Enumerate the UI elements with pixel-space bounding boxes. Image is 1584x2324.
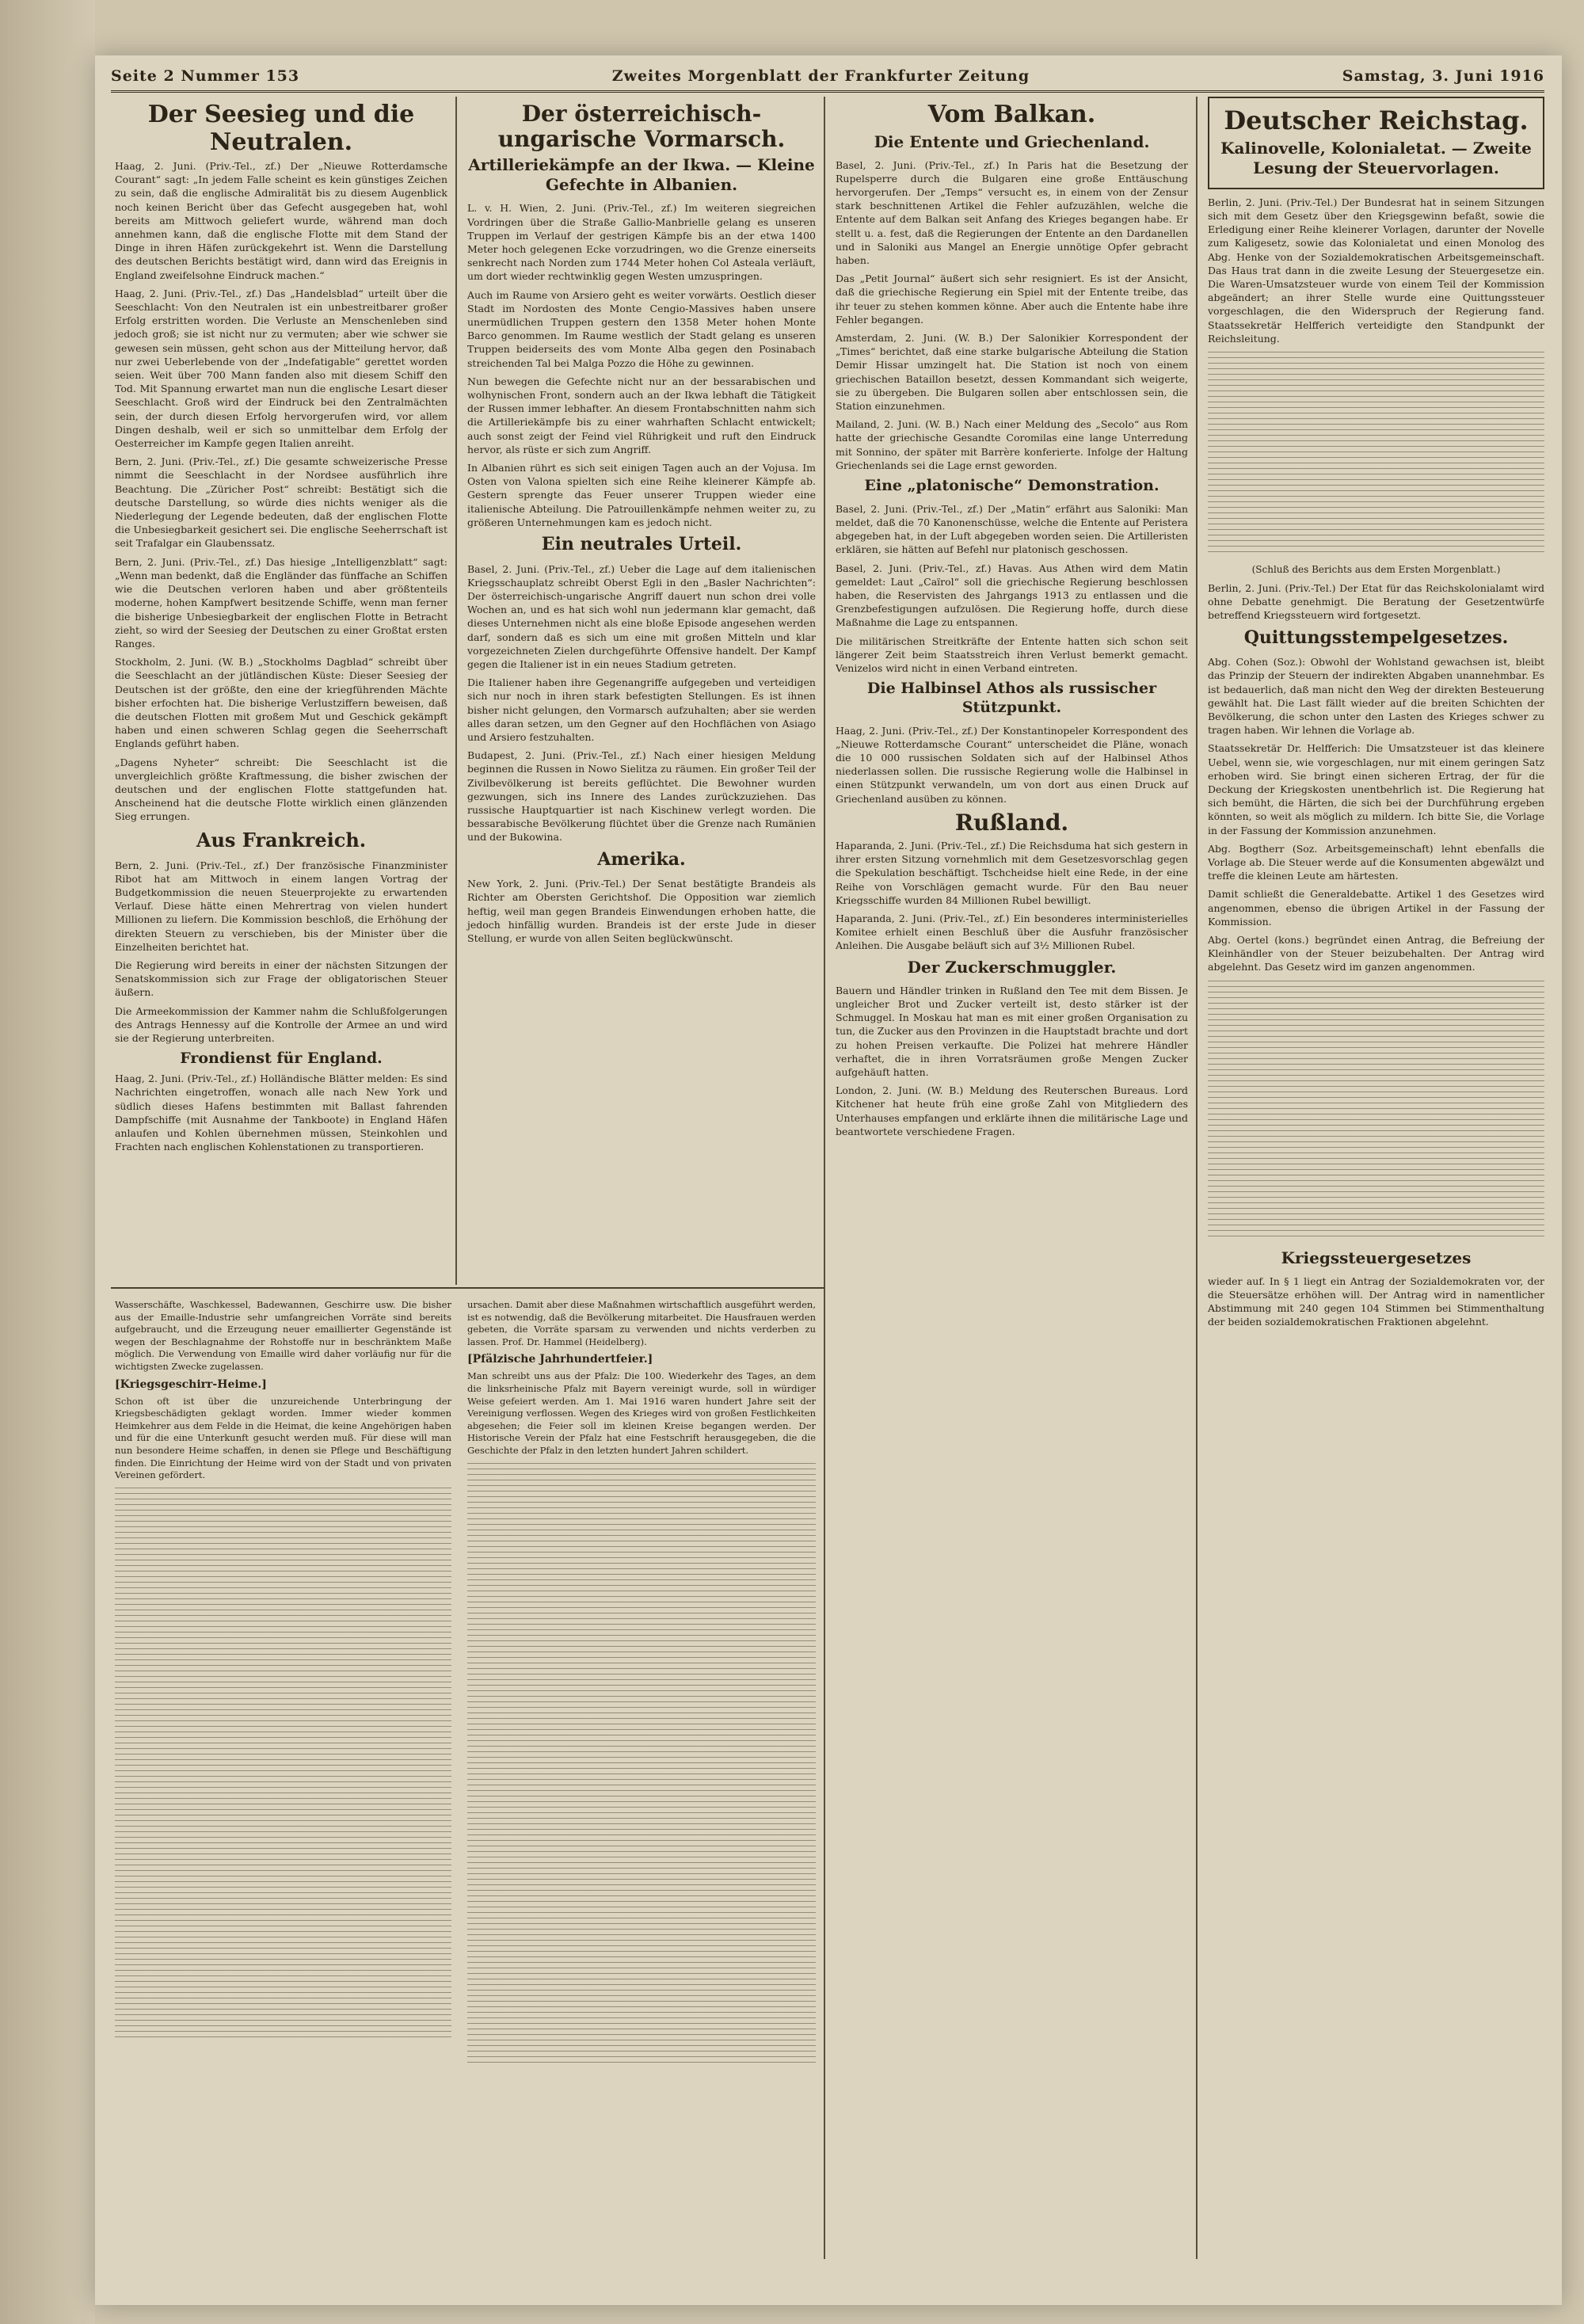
article-paragraph: Haag, 2. Juni. (Priv.-Tel., zf.) Holländische Blätter melden: Es sind Nachrichten eingetroffen, wonach alle nach New York und südlich dieses Hafens bestimmten mit Ballast fahrenden Dampfschiffe (mit Ausnahme der Tankboote) in England Häfen anlaufen und Kohlen übernehmen müssen, Steinkohlen und Frachten nach englischen Kohlenstationen zu transportieren. <box>115 1072 447 1153</box>
masthead-title: Zweites Morgenblatt der Frankfurter Zeitung <box>611 67 1030 85</box>
article-paragraph: L. v. H. Wien, 2. Juni. (Priv.-Tel., zf.) Im weiteren siegreichen Vordringen über die Straße Gallio-Manbrielle gelang es unseren Truppen im Verlauf der gestrigen Kämpfe bis an der etwa 1400 Meter hoch gelegenen Ecke vorzudringen, wo die Grenze einerseits senkrecht nach Norden zum 1744 Meter hohen Col Asteala verläuft, um dort wieder rechtwinklig gegen Westen umzuspringen. <box>467 202 816 283</box>
article-paragraph: Das „Petit Journal“ äußert sich sehr resigniert. Es ist der Ansicht, daß die griechische Regierung ein Spiel mit der Entente treibe, das ihr teuer zu stehen kommen könne. Aber auch die Entente habe ihre Fehler begangen. <box>836 272 1188 326</box>
headline-quittungsstempel: Quittungsstempelgesetzes. <box>1243 627 1509 648</box>
article-paragraph: Bauern und Händler trinken in Rußland den Tee mit dem Bissen. Je ungleicher Brot und Zucker verteilt ist, desto stärker ist der Schmuggel. In Moskau hat man es mit einer großen Organisation zu tun, die Zucker aus den Provinzen in die Hauptstadt brachte und dort zu hohen Preisen verkaufte. Die Polizei hat mehrere Händler verhaftet, die in ihren Vorratsräumen große Mengen Zucker aufgehäuft hatten. <box>836 984 1188 1078</box>
masthead <box>111 65 1544 93</box>
article-paragraph: London, 2. Juni. (W. B.) Meldung des Reuterschen Bureaus. Lord Kitchener hat heute früh eine große Zahl von Mitgliedern des Unterhauses empfangen und erklärte ihnen die militärische Lage und beantwortete verschiedene Fragen. <box>836 1084 1188 1137</box>
headline-frondienst: Frondienst für England. <box>180 1050 383 1068</box>
headline-balkan: Vom Balkan. <box>927 101 1096 128</box>
book-spine <box>0 0 95 2324</box>
headline-reichstag: Deutscher Reichstag. <box>1224 105 1529 135</box>
article-paragraph: Budapest, 2. Juni. (Priv.-Tel., zf.) Nach einer hiesigen Meldung beginnen die Russen in Nowo Sielitza zu räumen. Ein großer Teil der Zivilbevölkerung ist bereits geflüchtet. Die Bewohner wurden gezwungen, sich ins Innere des Landes zurückzuziehen. Das russische Hauptquartier ist nach Kischinew verlegt worden. Die bessarabische Bevölkerung flüchtet über die Grenze nach Rumänien und der Bukowina. <box>467 749 816 844</box>
bottom-column-2 <box>467 1299 816 2071</box>
article-paragraph: Nun bewegen die Gefechte nicht nur an der bessarabischen und wolhynischen Front, sondern auch an der Ikwa lebhaft die Tätigkeit der Russen immer lebhafter. An diesem Frontabschnitten nahm sich die Artilleriekämpfe bis zu einer wahrhaften Schlacht entwickelt; auch sonst zeigt der Feind viel Rührigkeit und ruft den Eindruck hervor, als rüste er sich zum Angriff. <box>467 375 816 455</box>
bottom-column-1 <box>115 1299 451 2048</box>
article-paragraph: Stockholm, 2. Juni. (W. B.) „Stockholms Dagblad“ schreibt über die Seeschlacht an der jütländischen Küste: Dieser Seesieg der Deutschen ist der größte, den eine der kriegführenden Mächte bisher erfochten hat. Die bisherige Verlustziffern beweisen, daß die deutschen Flotten mit großem Mut und Geschick gekämpft haben und einen schweren Schlag gegen die Seeherrschaft Englands geführt haben. <box>115 656 447 750</box>
article-paragraph: Damit schließt die Generaldebatte. Artikel 1 des Gesetzes wird angenommen, ebenso die übrigen Artikel in der Fassung der Kommission. <box>1208 888 1544 928</box>
headline-demonstration: Eine „platonische“ Demonstration. <box>864 476 1159 494</box>
article-paragraph: Auch im Raume von Arsiero geht es weiter vorwärts. Oestlich dieser Stadt im Nordosten des Monte Cengio-Massives haben unsere unermüdlichen Truppen gestern den 1358 Meter hohen Monte Barco genommen. Im Raume westlich der Stadt gelang es unseren Truppen beiderseits des vom Monte Alba gegen den Posinabach streichenden Tal bei Malga Pozzo die Höhe zu gewinnen. <box>467 288 816 369</box>
article-paragraph: Berlin, 2. Juni. (Priv.-Tel.) Der Etat für das Reichskolonialamt wird ohne Debatte genehmigt. Die Beratung der Gesetzentwürfe betreffend Kriegssteuern wird fortgesetzt. <box>1208 582 1544 622</box>
headline-kriegssteuergesetz: Kriegssteuergesetzes <box>1281 1248 1472 1267</box>
article-paragraph: Basel, 2. Juni. (Priv.-Tel., zf.) Ueber die Lage auf dem italienischen Kriegsschauplatz schreibt Oberst Egli in den „Basler Nachrichten“: Der österreichisch-ungarische Angriff dauert nun schon drei volle Wochen an, und es hat sich wohl nun jedermann klar gemacht, daß dieses Unternehmen nicht als eine bloße Episode angesehen werden darf, sondern daß es sich um eine mit großen Mitteln und klar vorgezeichneten Zielen durchgeführte Offensive handelt. Der Kampf gegen die Italiener ist in ein neues Stadium getreten. <box>467 562 816 670</box>
article-paragraph: Amsterdam, 2. Juni. (W. B.) Der Salonikier Korrespondent der „Times“ berichtet, daß eine starke bulgarische Abteilung die Station Demir Hissar umzingelt hat. Die Station ist noch von einem griechischen Bataillon besetzt, dessen Kommandant sich weigerte, sie zu übergeben. Die Bulgaren sollen aber entschlossen sein, die Station einzunehmen. <box>836 331 1188 412</box>
article-paragraph: Die Italiener haben ihre Gegenangriffe aufgegeben und verteidigen sich nur noch in ihren stark befestigten Stellungen. Es ist ihnen bisher nicht gelungen, den Vormarsch aufzuhalten; aber sie werden alles daran setzen, um den Gegner auf den Hochflächen von Asiago und Arsiero festzuhalten. <box>467 676 816 743</box>
article-paragraph: Haag, 2. Juni. (Priv.-Tel., zf.) Der Konstantinopeler Korrespondent des „Nieuwe Rotterdamsche Courant“ unterscheidet die Pläne, wonach die 10 000 russischen Soldaten sich auf der Halbinsel Athos niederlassen sollen. Die russische Regierung wolle die Halbinsel in einen Stützpunkt verwandeln, um von dort aus einen Druck auf Griechenland ausüben zu können. <box>836 724 1188 805</box>
article-paragraph: Basel, 2. Juni. (Priv.-Tel., zf.) Der „Matin“ erfährt aus Saloniki: Man meldet, daß die 70 Kanonenschüsse, welche die Entente auf Peristera abgegeben hat, in der Luft abgegeben worden seien. Die Artilleristen erklären, sie hätten auf Befehl nur platonisch geschossen. <box>836 502 1188 556</box>
article-paragraph: Basel, 2. Juni. (Priv.-Tel., zf.) Havas. Aus Athen wird dem Matin gemeldet: Laut „Caïrol“ soll die griechische Regierung beschlossen haben, die Reservisten des Jahrgangs 1913 zu entlassen und die Grenzbefestigungen aufzulösen. Die Regierung hoffe, durch diese Maßnahme die Lage zu entspannen. <box>836 562 1188 629</box>
article-paragraph: Haag, 2. Juni. (Priv.-Tel., zf.) Das „Handelsblad“ urteilt über die Seeschlacht: Von den Neutralen ist ein unbestreitbarer großer Erfolg erstritten worden. Die Verluste an Menschenleben sind jedoch groß; sie ist nicht nur zu vermuten; aber wie schwer sie gewesen sein müssen, geht schon aus der Mitteilung hervor, daß nur zwei Ueberlebende von der „Indefatigable“ gerettet worden seien. Weit über 700 Mann fanden also mit diesem Schiff den Tod. Mit Spannung erwartet man nun die englische Lesart dieser Seeschlacht. Groß wird der Eindruck bei den Zentralmächten sein, der durch diesen Erfolg hervorgerufen wird, vor allem Dingen deshalb, weil er sich so unmittelbar dem Erfolg der Oesterreicher im Kampfe gegen Italien anreiht. <box>115 287 447 450</box>
article-paragraph: Bern, 2. Juni. (Priv.-Tel., zf.) Der französische Finanzminister Ribot hat am Mittwoch in einem langen Vortrag der Budgetkommission die neuen Steuerprojekte zu erwartenden Verlauf. Diese hätte einen Mehrertrag von vielen hundert Millionen zu liefern. Die Kommission beschloß, die Erhöhung der direkten Steuern zu verschieben, bis der Minister über die Einzelheiten berichtet hat. <box>115 859 447 953</box>
headline-neutrales-urteil: Ein neutrales Urteil. <box>541 534 742 555</box>
text-block-filler <box>115 1486 451 2040</box>
headline-kriegsgeschirr: [Kriegsgeschirr-Heime.] <box>115 1377 267 1391</box>
column-rule <box>455 97 457 1285</box>
article-paragraph: In Albanien rührt es sich seit einigen Tagen auch an der Vojusa. Im Osten von Valona spielten sich eine Reihe kleinerer Kämpfe ab. Gestern sprengte das Feuer unserer Truppen wieder eine italienische Abteilung. Die Patrouillenkämpfe nehmen weiter zu, zu größeren Unternehmungen kam es jedoch nicht. <box>467 462 816 528</box>
article-paragraph: Basel, 2. Juni. (Priv.-Tel., zf.) In Paris hat die Besetzung der Rupelsperre durch die Bulgaren eine große Enttäuschung hervorgerufen. Der „Temps“ versucht es, in einem von der Zensur stark beschnittenen Artikel die Fehler aufzuzählen, welche die Entente auf dem Balkan seit Anfang des Krieges begangen habe. Er stellt u. a. fest, daß die Regierungen der Entente an den Dardanellen und in Saloniki aus Mangel an Energie unnötige Opfer gebracht haben. <box>836 158 1188 266</box>
column-3 <box>836 97 1188 1143</box>
headline-seesieg: Der Seesieg und die Neutralen. <box>147 101 415 156</box>
headline-frankreich: Aus Frankreich. <box>196 828 367 851</box>
headline-zuckerschmuggler: Der Zuckerschmuggler. <box>907 957 1117 977</box>
masthead-page-number: Seite 2 Nummer 153 <box>111 67 300 85</box>
subheadline-reichstag: Kalinovelle, Kolonialetat. — Zweite Lesung der Steuervorlagen. <box>1220 138 1532 177</box>
article-paragraph: Bern, 2. Juni. (Priv.-Tel., zf.) Die gesamte schweizerische Presse nimmt die Seeschlacht in der Nordsee ausführlich ihre Beachtung. Die „Züricher Post“ schreibt: Bestätigt sich die deutsche Darstellung, so würde dies nichts weniger als die Niederlegung der Legende bedeuten, daß der englischen Flotte die Unbesiegbarkeit gesichert sei. Die englische Seeherrschaft ist seit Trafalgar ein Glaubenssatz. <box>115 455 447 550</box>
article-paragraph: Mailand, 2. Juni. (W. B.) Nach einer Meldung des „Secolo“ aus Rom hatte der griechische Gesandte Coromilas eine lange Unterredung mit Sonnino, der später mit Barrère konferierte. Infolge der Haltung Griechenlands sei die Lage ernst geworden. <box>836 418 1188 471</box>
headline-russland: Rußland. <box>954 809 1069 836</box>
report-continuation-note: (Schluß des Berichts aus dem Ersten Morgenblatt.) <box>1251 564 1501 576</box>
headline-vormarsch: Der österreichisch-ungarische Vormarsch. <box>497 101 786 153</box>
column-rule <box>824 97 825 2259</box>
article-paragraph: Abg. Bogtherr (Soz. Arbeitsgemeinschaft) lehnt ebenfalls die Vorlage ab. Die Steuer werde auf die Konsumenten abgewälzt und treffe die kleinen Leute am härtesten. <box>1208 842 1544 882</box>
article-paragraph: Berlin, 2. Juni. (Priv.-Tel.) Der Bundesrat hat in seinem Sitzungen sich mit dem Gesetz über den Kriegsgewinn befaßt, sowie die Erledigung einer Reihe kleinerer Vorlagen, darunter der Novelle zum Kaligesetz, sowie das Kolonialetat und einen Monolog des Abg. Henke von der Sozialdemokratischen Arbeitsgemeinschaft. Das Haus trat dann in die zweite Lesung der Steuergesetze ein. Die Waren-Umsatzsteuer wurde von einem Teil der Kommission abgeändert; an ihrer Stelle wurde eine Quittungssteuer vorgeschlagen, die den Widerspruch der Regierung fand. Staatssekretär Helfferich verteidigte den Standpunkt der Reichsleitung. <box>1208 196 1544 345</box>
article-paragraph: Haparanda, 2. Juni. (Priv.-Tel., zf.) Ein besonderes interministerielles Komitee erhielt einen Beschluß über die Ausfuhr französischer Anleihen. Die Ausgabe beläuft sich auf 3½ Millionen Rubel. <box>836 912 1188 952</box>
column-2 <box>467 97 816 950</box>
masthead-date: Samstag, 3. Juni 1916 <box>1342 67 1544 85</box>
headline-athos: Die Halbinsel Athos als russischer Stützpunkt. <box>866 680 1157 716</box>
article-paragraph: wieder auf. In § 1 liegt ein Antrag der Sozialdemokraten vor, der die Steuersätze erhöhen will. Der Antrag wird in namentlicher Abstimmung mit 240 gegen 104 Stimmen bei Stimmenthaltung der beiden sozialdemokratischen Fraktionen abgelehnt. <box>1208 1274 1544 1328</box>
reichstag-header-box <box>1208 97 1544 189</box>
headline-pfalz: [Pfälzische Jahrhundertfeier.] <box>467 1353 653 1366</box>
article-paragraph: Die Armeekommission der Kammer nahm die Schlußfolgerungen des Antrags Hennessy auf die Kontrolle der Armee an und wird sie der Regierung unterbreiten. <box>115 1004 447 1044</box>
article-paragraph: Schon oft ist über die unzureichende Unterbringung der Kriegsbeschädigten geklagt worden. Immer wieder kommen Heimkehrer aus dem Felde in die Heimat, die keine Angehörigen haben und für die eine Unterkunft gesucht werden muß. Für diese will man nun besondere Heime schaffen, in denen sie Pflege und Beschäftigung finden. Die Einrichtung der Heime wird von der Stadt und von privaten Vereinen gefördert. <box>115 1395 451 1481</box>
article-paragraph: Die militärischen Streitkräfte der Entente hatten sich schon seit längerer Zeit beim Staatsstreich ihren Verlust bemerkt gemacht. Venizelos wird nicht in einen Verband eintreten. <box>836 634 1188 674</box>
article-paragraph: Staatssekretär Dr. Helfferich: Die Umsatzsteuer ist das kleinere Uebel, wenn sie, wie vorgeschlagen, nur mit einem geringen Satz erhoben wird. Sie bringt einen sicheren Ertrag, der für die Deckung der Kriegskosten unentbehrlich ist. Die Regierung hat sich bemüht, die Härten, die sich bei der Durchführung ergeben könnten, so weit als möglich zu mildern. Ich bitte Sie, die Vorlage in der Fassung der Kommission anzunehmen. <box>1208 742 1544 836</box>
article-paragraph: Haparanda, 2. Juni. (Priv.-Tel., zf.) Die Reichsduma hat sich gestern in ihrer ersten Sitzung vornehmlich mit dem Gesetzesvorschlag gegen die Spekulation beschäftigt. Tschcheidse hielt eine Rede, in der eine Reihe von Vorschlägen gemacht wurde. Für den Bau neuer Kriegsschiffe wurden 84 Millionen Rubel bewilligt. <box>836 840 1188 906</box>
column-rule <box>1196 97 1198 2259</box>
article-paragraph: Abg. Cohen (Soz.): Obwohl der Wohlstand gewachsen ist, bleibt das Prinzip der Steuern der indirekten Abgaben unannehmbar. Es ist bedauerlich, daß man nicht den Weg der direkten Besteuerung gewählt hat. Die Last fällt wieder auf die breiten Schichten der Bevölkerung, die schon unter den Lasten des Krieges schwer zu tragen haben. Wir lehnen die Vorlage ab. <box>1208 656 1544 737</box>
article-paragraph: New York, 2. Juni. (Priv.-Tel.) Der Senat bestätigte Brandeis als Richter am Obersten Gerichtshof. Die Opposition war ziemlich heftig, weil man gegen Brandeis Einwendungen erhoben hatte, die jedoch hinfällig wurden. Brandeis ist der erste Jude in dieser Stellung, er wurde von allen Seiten beglückwünscht. <box>467 878 816 944</box>
article-paragraph: Haag, 2. Juni. (Priv.-Tel., zf.) Der „Nieuwe Rotterdamsche Courant“ sagt: „In jedem Falle scheint es kein günstiges Zeichen zu sein, daß die englische Admiralität bis zu diesem Augenblick noch keinen Bericht über das Gefecht ausgegeben hat, wohl bereits am Mittwoch geliefert wurde, während man doch annehmen kann, daß die englische Flotte mit dem Stand der Dinge in ihren Häfen zurückgekehrt ist. Wenn die Darstellung des deutschen Berichts bestätigt wird, dann wird das Ereignis in England zweifelsohne Eindruck machen.“ <box>115 160 447 281</box>
subheadline-balkan: Die Entente und Griechenland. <box>874 131 1150 151</box>
column-4 <box>1208 97 1544 1333</box>
section-divider <box>111 1287 824 1289</box>
article-paragraph: ursachen. Damit aber diese Maßnahmen wirtschaftlich ausgeführt werden, ist es notwendig, daß die Bevölkerung mitarbeitet. Die Hausfrauen werden gebeten, die Vorräte sparsam zu verwenden und nichts verderben zu lassen. Prof. Dr. Hammel (Heidelberg). <box>467 1299 816 1347</box>
article-paragraph: Die Regierung wird bereits in einer der nächsten Sitzungen der Senatskommission sich zur Frage der obligatorischen Steuer äußern. <box>115 958 447 999</box>
subheadline-vormarsch: Artilleriekämpfe an der Ikwa. — Kleine Gefechte in Albanien. <box>468 155 815 195</box>
article-paragraph: Bern, 2. Juni. (Priv.-Tel., zf.) Das hiesige „Intelligenzblatt“ sagt: „Wenn man bedenkt, daß die Engländer das fünffache an Schiffen wie die Deutschen verloren haben und aber größtenteils moderne, hohen Kampfwert besitzende Schiffe, wenn man ferner die bisherige Unbesiegbarkeit der englischen Flotte in Betracht zieht, so wird der Seesieg der Deutschen zu einer Großtat ersten Ranges. <box>115 555 447 650</box>
headline-amerika: Amerika. <box>597 848 686 870</box>
article-paragraph: Wasserschäfte, Waschkessel, Badewannen, Geschirre usw. Die bisher aus der Emaille-Industrie sehr umfangreichen Vorräte sind bereits aufgebraucht, und die Erzeugung neuer emaillierter Gegenstände ist wegen der Beschlagnahme der Rohstoffe nur in beschränktem Maße möglich. Die Verwendung von Emaille wird daher vorläufig nur für die wichtigsten Zwecke zugelassen. <box>115 1299 451 1372</box>
article-paragraph: Abg. Oertel (kons.) begründet einen Antrag, die Befreiung der Kleinhändler von der Steuer beizubehalten. Der Antrag wird abgelehnt. Das Gesetz wird im ganzen angenommen. <box>1208 934 1544 973</box>
article-paragraph: „Dagens Nyheter“ schreibt: Die Seeschlacht ist die unvergleichlich größte Kraftmessung, die bisher zwischen der deutschen und der englischen Flotte stattgefunden hat. Anscheinend hat die deutsche Flotte wirklich einen glänzenden Sieg errungen. <box>115 756 447 823</box>
column-1 <box>115 97 447 1158</box>
article-paragraph: Man schreibt uns aus der Pfalz: Die 100. Wiederkehr des Tages, an dem die linksrheinische Pfalz mit Bayern vereinigt wurde, soll in würdiger Weise gefeiert werden. Am 1. Mai 1916 waren hundert Jahre seit der Vereinigung verflossen. Wegen des Krieges wird von großen Festlichkeiten abgesehen; die Feier soll im kleinen Kreise begangen werden. Der Historische Verein der Pfalz hat eine Festschrift herausgegeben, die die Geschichte der Pfalz in den letzten hundert Jahren schildert. <box>467 1370 816 1456</box>
text-block-filler <box>1208 979 1544 1240</box>
text-block-filler <box>467 1461 816 2063</box>
text-block-filler <box>1208 350 1544 556</box>
